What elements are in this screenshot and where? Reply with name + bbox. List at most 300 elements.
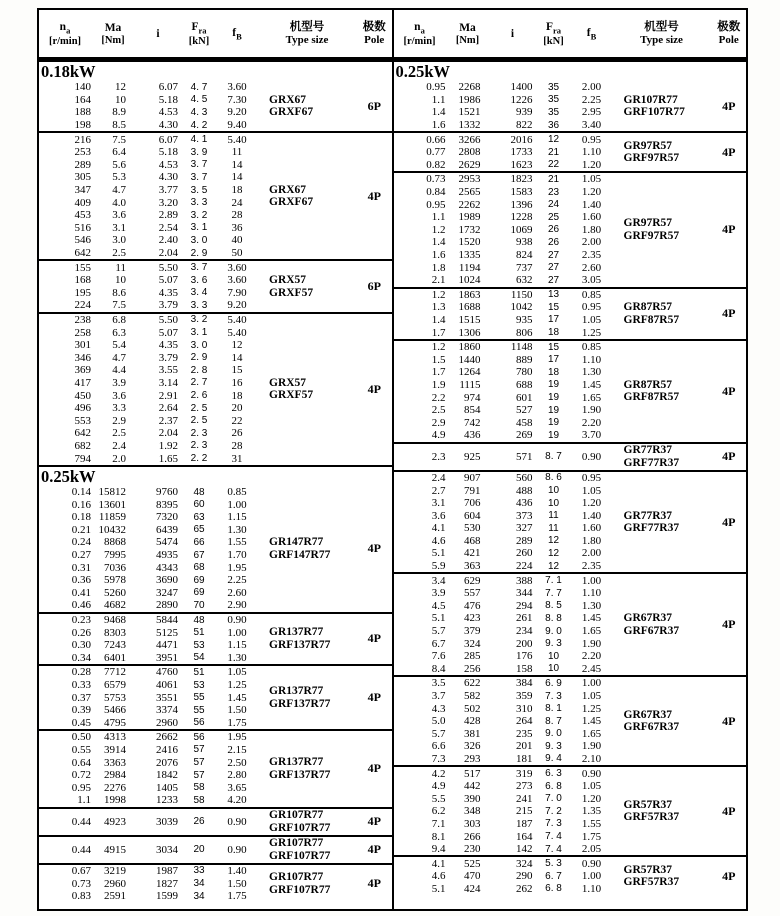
- speed-value: 0.34: [71, 651, 91, 664]
- table-row: [39, 274, 257, 287]
- type-size-label-en: Type size: [640, 34, 683, 47]
- speed-value: 216: [74, 133, 91, 146]
- speed-value: 0.55: [71, 743, 91, 756]
- table-row: [394, 637, 612, 650]
- radial-force-value: 2. 9: [190, 352, 208, 364]
- ratio-value: 5474: [156, 536, 178, 549]
- data-block: [39, 259, 392, 311]
- table-row: [39, 222, 257, 235]
- type-size-line: GRF57R37: [623, 811, 680, 824]
- data-block: [394, 131, 747, 171]
- torque-value: 1521: [458, 106, 481, 119]
- ratio-value: 373: [516, 509, 533, 522]
- torque-value: 476: [464, 599, 481, 612]
- torque-value: 1520: [458, 236, 481, 249]
- radial-force-value: 35: [547, 94, 560, 106]
- speed-value: 5.1: [431, 547, 446, 560]
- torque-value: 7036: [104, 561, 126, 574]
- service-factor-value: 26: [231, 427, 243, 440]
- data-block: [394, 287, 747, 339]
- speed-value: 2.9: [431, 416, 446, 429]
- type-size-line: GRF77R37: [623, 522, 680, 534]
- radial-force-value: 3. 5: [190, 184, 208, 196]
- speed-value: 0.24: [71, 536, 91, 549]
- radial-force-value: 21: [547, 146, 560, 158]
- ratio-symbol: i: [510, 27, 515, 40]
- data-block: [39, 664, 392, 729]
- service-factor-value: 1.25: [581, 702, 602, 715]
- type-size: [612, 81, 712, 131]
- pole-value: 4P: [367, 761, 381, 776]
- torque-value: 8.5: [112, 119, 126, 132]
- speed-symbol: $n_a$: [414, 20, 425, 36]
- ratio-value: 688: [516, 378, 533, 391]
- table-row: [39, 171, 257, 184]
- table-row: [39, 247, 257, 260]
- service-factor-value: 1.00: [227, 626, 247, 639]
- table-group-right: [392, 10, 747, 909]
- radial-force-value: 27: [547, 249, 560, 261]
- col-header-service-factor: [572, 27, 612, 42]
- torque-value: 3.1: [112, 221, 126, 234]
- type-size: [257, 614, 357, 664]
- radial-force-value: 8. 1: [545, 703, 562, 715]
- table-row: [39, 261, 257, 274]
- radial-force-value: 34: [193, 878, 205, 890]
- table-row: [39, 549, 257, 562]
- radial-force-value: 8. 6: [545, 472, 562, 484]
- speed-value: 0.31: [71, 561, 91, 574]
- speed-value: 0.37: [71, 691, 91, 704]
- table-group-left: [39, 10, 392, 909]
- speed-value: 2.3: [431, 450, 446, 463]
- speed-value: 682: [74, 439, 91, 452]
- torque-value: 4923: [104, 815, 126, 828]
- type-size-line: GRXF57: [269, 286, 314, 299]
- service-factor-value: 1.05: [581, 313, 602, 326]
- radial-force-value: 25: [547, 211, 560, 223]
- ratio-value: 344: [516, 587, 533, 600]
- speed-value: 0.45: [71, 716, 91, 729]
- table-row: [39, 234, 257, 247]
- service-factor-value: 1.35: [581, 805, 602, 818]
- service-factor-value: 9.20: [227, 106, 247, 119]
- speed-value: 5.1: [431, 882, 446, 895]
- speed-value: 5.7: [431, 727, 446, 740]
- radial-force-value: 3. 9: [190, 146, 208, 158]
- speed-value: 0.14: [71, 486, 91, 499]
- data-rows: [394, 81, 612, 131]
- torque-value: 706: [464, 497, 481, 510]
- type-size: [612, 444, 712, 470]
- table-row: [394, 830, 612, 843]
- speed-value: 1.4: [431, 106, 446, 119]
- speed-value: 4.3: [431, 702, 446, 715]
- radial-force-value: 3. 2: [190, 209, 208, 221]
- radial-force-value: 7. 3: [545, 690, 562, 702]
- table-row: [39, 744, 257, 757]
- ratio-value: 5.18: [158, 146, 178, 159]
- radial-force-value: 18: [547, 366, 560, 378]
- service-factor-value: 1.65: [581, 391, 602, 404]
- speed-value: 546: [74, 234, 91, 247]
- type-size-line: GRF137R77: [269, 768, 331, 781]
- speed-value: 5.5: [431, 792, 446, 805]
- table-row: [39, 159, 257, 172]
- torque-value: 5.3: [112, 171, 126, 184]
- torque-value: 1264: [458, 366, 481, 379]
- ratio-value: 327: [516, 522, 533, 535]
- data-block: [394, 855, 747, 895]
- service-factor-value: 3.60: [227, 261, 247, 274]
- service-factor-value: 0.90: [581, 450, 602, 463]
- radial-force-value: 2. 7: [190, 377, 208, 389]
- torque-value: 2.4: [112, 439, 126, 452]
- table-row: [394, 522, 612, 535]
- table-row: [39, 794, 257, 807]
- table-row: [394, 429, 612, 442]
- radial-force-value: 18: [547, 327, 560, 339]
- ratio-value: 224: [516, 560, 533, 573]
- torque-value: 1024: [458, 274, 481, 287]
- ratio-value: 527: [516, 404, 533, 417]
- service-factor-value: 1.40: [581, 198, 602, 211]
- torque-value: 3914: [104, 743, 126, 756]
- service-factor-value: 1.05: [581, 780, 602, 793]
- torque-value: 3363: [104, 756, 126, 769]
- radial-force-value: 17: [547, 314, 560, 326]
- ratio-value: 938: [516, 236, 533, 249]
- speed-value: 3.1: [431, 497, 446, 510]
- speed-value: 8.1: [431, 830, 446, 843]
- table-row: [394, 133, 612, 146]
- radial-force-value: 54: [193, 652, 205, 664]
- speed-value: 0.95: [71, 781, 91, 794]
- table-row: [394, 198, 612, 211]
- radial-force-value: 58: [193, 782, 205, 794]
- radial-force-value: 65: [193, 524, 205, 536]
- table-row: [394, 484, 612, 497]
- ratio-value: 1.92: [158, 439, 178, 452]
- torque-value: 428: [464, 715, 481, 728]
- torque-value: 326: [464, 740, 481, 753]
- type-size: [257, 666, 357, 729]
- speed-value: 7.6: [431, 650, 446, 663]
- type-size-line: GRF67R37: [623, 721, 680, 734]
- radial-force-value: 69: [193, 587, 205, 599]
- radial-force-value: 2. 9: [190, 247, 208, 259]
- pole-value: 6P: [367, 98, 381, 113]
- service-factor-value: 1.75: [227, 716, 247, 729]
- type-size-line: GRF57R37: [623, 876, 680, 889]
- radial-force-value: 2. 3: [190, 440, 208, 452]
- ratio-value: 1069: [510, 223, 533, 236]
- table-row: [394, 535, 612, 548]
- service-factor-value: 2.00: [581, 81, 602, 94]
- torque-value: 629: [464, 574, 481, 587]
- service-factor-value: 2.80: [227, 769, 247, 782]
- speed-value: 1.2: [431, 341, 446, 354]
- radial-force-value: 22: [547, 159, 560, 171]
- service-factor-value: 14: [231, 158, 243, 171]
- torque-value: 2268: [458, 81, 481, 94]
- speed-value: 1.7: [431, 366, 446, 379]
- service-factor-value: 14: [231, 171, 243, 184]
- type-size-line: GR107R77: [269, 809, 324, 822]
- speed-value: 1.2: [431, 223, 446, 236]
- torque-value: 2591: [104, 890, 126, 903]
- torque-value: 10: [115, 274, 126, 287]
- service-factor-value: 1.45: [581, 612, 602, 625]
- service-factor-value: 2.00: [581, 236, 602, 249]
- service-factor-value: 0.95: [581, 301, 602, 314]
- speed-value: 450: [74, 389, 91, 402]
- radial-force-value: 8. 5: [545, 600, 562, 612]
- torque-value: 525: [464, 857, 481, 870]
- speed-value: 1.1: [431, 211, 446, 224]
- type-size-line: GRX57: [269, 274, 307, 286]
- type-size: [257, 809, 357, 835]
- service-factor-value: 4.20: [227, 794, 247, 807]
- table-row: [39, 351, 257, 364]
- table-row: [394, 560, 612, 573]
- table-row: [39, 81, 257, 94]
- speed-value: 1.6: [431, 119, 446, 132]
- service-factor-value: 2.05: [581, 843, 602, 856]
- torque-value: 622: [464, 677, 481, 690]
- pole-value: 4P: [722, 306, 736, 321]
- torque-value: 2953: [458, 173, 481, 186]
- speed-value: 417: [74, 376, 91, 389]
- ratio-value: 324: [516, 857, 533, 870]
- radial-force-value: 8. 7: [545, 715, 562, 727]
- service-factor-value: 50: [231, 247, 243, 260]
- data-rows: [394, 289, 612, 339]
- radial-force-value: 3. 1: [190, 327, 208, 339]
- service-factor-symbol: $f_B$: [232, 26, 242, 41]
- speed-value: 0.82: [426, 158, 446, 171]
- type-size: [612, 341, 712, 442]
- ratio-value: 1148: [510, 341, 533, 354]
- service-factor-value: 2.15: [227, 743, 247, 756]
- speed-value: 553: [74, 414, 91, 427]
- ratio-value: 269: [516, 429, 533, 442]
- radial-force-value: 19: [547, 379, 560, 391]
- torque-value: 7.5: [112, 133, 126, 146]
- radial-force-value: 7. 2: [545, 805, 562, 817]
- speed-value: 2.5: [431, 404, 446, 417]
- data-block: [39, 807, 392, 835]
- ratio-value: 5844: [156, 614, 178, 627]
- torque-value: 3266: [458, 133, 481, 146]
- torque-value: 4915: [104, 843, 126, 856]
- service-factor-value: 3.70: [581, 429, 602, 442]
- torque-symbol: Ma: [459, 21, 476, 34]
- speed-value: 289: [74, 158, 91, 171]
- data-block: [39, 81, 392, 131]
- radial-force-value: 6. 7: [545, 870, 562, 882]
- table-row: [39, 299, 257, 312]
- service-factor-value: 1.00: [227, 498, 247, 511]
- pole-value: 4P: [722, 449, 736, 464]
- service-factor-value: 24: [231, 196, 243, 209]
- radial-force-value: 19: [547, 404, 560, 416]
- pole-value: 4P: [367, 188, 381, 203]
- service-factor-value: 11: [231, 146, 243, 159]
- speed-value: 1.8: [431, 261, 446, 274]
- type-size-line: GRF107R77: [269, 849, 331, 862]
- service-factor-value: 1.50: [227, 877, 247, 890]
- torque-value: 2.9: [112, 414, 126, 427]
- ratio-value: 601: [516, 391, 533, 404]
- table-row: [39, 326, 257, 339]
- ratio-value: 2.89: [158, 209, 178, 222]
- radial-force-value: 35: [547, 106, 560, 118]
- torque-value: 1863: [458, 288, 481, 301]
- torque-value: 742: [464, 416, 481, 429]
- gearmotor-spec-table: [37, 8, 748, 911]
- table-row: [394, 416, 612, 429]
- ratio-value: 2.40: [158, 234, 178, 247]
- table-row: [394, 94, 612, 107]
- radial-force-value: 10: [547, 650, 560, 662]
- speed-value: 642: [74, 427, 91, 440]
- ratio-value: 3247: [156, 586, 178, 599]
- type-size-line: GRF137R77: [269, 638, 331, 651]
- col-header-speed: [39, 21, 91, 48]
- service-factor-value: 2.60: [581, 261, 602, 274]
- service-factor-value: 31: [231, 452, 243, 465]
- radial-force-value: 48: [193, 486, 205, 498]
- radial-force-value: 8. 8: [545, 612, 562, 624]
- speed-value: 0.23: [71, 614, 91, 627]
- table-row: [394, 702, 612, 715]
- radial-force-value: 3. 2: [190, 314, 208, 326]
- torque-value: 7712: [104, 666, 126, 679]
- speed-value: 7.1: [431, 817, 446, 830]
- ratio-value: 3.79: [158, 299, 178, 312]
- ratio-value: 4.30: [158, 119, 178, 132]
- table-row: [394, 792, 612, 805]
- service-factor-value: 2.50: [227, 756, 247, 769]
- radial-force-value: 68: [193, 562, 205, 574]
- ratio-value: 235: [516, 727, 533, 740]
- torque-value: 7243: [104, 639, 126, 652]
- table-row: [39, 666, 257, 679]
- speed-value: 1.4: [431, 313, 446, 326]
- table-row: [39, 498, 257, 511]
- table-row: [39, 865, 257, 878]
- service-factor-value: 7.30: [227, 93, 247, 106]
- col-header-service-factor: [217, 27, 257, 42]
- torque-value: 468: [464, 534, 481, 547]
- ratio-value: 264: [516, 715, 533, 728]
- table-row: [394, 249, 612, 262]
- type-size-line: GR57R37: [623, 863, 673, 876]
- service-factor-value: 18: [231, 184, 243, 197]
- pole-value: 6P: [367, 279, 381, 293]
- table-row: [39, 587, 257, 600]
- table-row: [394, 211, 612, 224]
- radial-force-value: 3. 7: [190, 159, 208, 171]
- ratio-value: 632: [516, 274, 533, 287]
- service-factor-value: 0.90: [227, 815, 247, 828]
- pole-value: 4P: [367, 876, 381, 891]
- type-size-line: GR67R37: [623, 708, 673, 721]
- speed-value: 1.4: [431, 236, 446, 249]
- torque-value: 3.6: [112, 389, 126, 402]
- type-size-line: GRF137R77: [269, 697, 331, 710]
- table-row: [39, 691, 257, 704]
- ratio-value: 3374: [156, 704, 178, 717]
- speed-symbol: $n_a$: [59, 20, 71, 36]
- torque-value: 390: [464, 792, 481, 805]
- ratio-value: 939: [516, 106, 533, 119]
- torque-value: 324: [464, 637, 481, 650]
- pole-value: 4P: [367, 842, 381, 857]
- table-row: [39, 196, 257, 209]
- service-factor-value: 1.20: [581, 792, 602, 805]
- service-factor-value: 36: [231, 221, 243, 234]
- table-row: [394, 366, 612, 379]
- torque-value: 8.9: [112, 106, 126, 119]
- table-row: [394, 663, 612, 676]
- radial-force-value: 12: [547, 560, 560, 572]
- torque-value: 303: [464, 817, 481, 830]
- torque-value: 974: [464, 391, 481, 404]
- torque-unit: [Nm]: [101, 34, 125, 46]
- type-size-line: GRF77R37: [623, 456, 680, 469]
- table-row: [394, 600, 612, 613]
- radial-force-value: 12: [547, 134, 560, 146]
- ratio-value: 2.04: [158, 247, 178, 260]
- table-row: [39, 287, 257, 300]
- radial-force-value: 53: [193, 639, 205, 651]
- table-row: [394, 587, 612, 600]
- table-row: [394, 818, 612, 831]
- speed-value: 1.5: [431, 353, 446, 366]
- radial-force-value: 7. 7: [545, 587, 562, 599]
- table-row: [394, 574, 612, 587]
- table-row: [39, 756, 257, 769]
- radial-force-value: 3. 4: [190, 287, 208, 299]
- ratio-value: 2960: [156, 716, 178, 729]
- data-rows: [39, 731, 257, 807]
- service-factor-value: 1.05: [581, 690, 602, 703]
- data-block: [394, 442, 747, 470]
- table-row: [394, 341, 612, 354]
- speed-value: 195: [74, 286, 91, 299]
- table-row: [394, 547, 612, 560]
- radial-force-value: 4. 5: [190, 94, 208, 106]
- radial-force-value: 55: [193, 692, 205, 704]
- table-row: [39, 440, 257, 453]
- ratio-value: 1842: [156, 769, 178, 782]
- torque-value: 348: [464, 805, 481, 818]
- ratio-value: 273: [516, 780, 533, 793]
- torque-value: 1306: [458, 326, 481, 339]
- type-size-line: GR137R77: [269, 756, 324, 769]
- torque-value: 1115: [459, 378, 481, 391]
- radial-force-value: 9. 0: [545, 625, 562, 637]
- table-row: [394, 690, 612, 703]
- torque-value: 3.6: [112, 209, 126, 222]
- speed-value: 794: [74, 452, 91, 465]
- power-section: [39, 465, 392, 903]
- data-block: [39, 131, 392, 259]
- table-row: [394, 106, 612, 119]
- speed-value: 4.1: [431, 522, 446, 535]
